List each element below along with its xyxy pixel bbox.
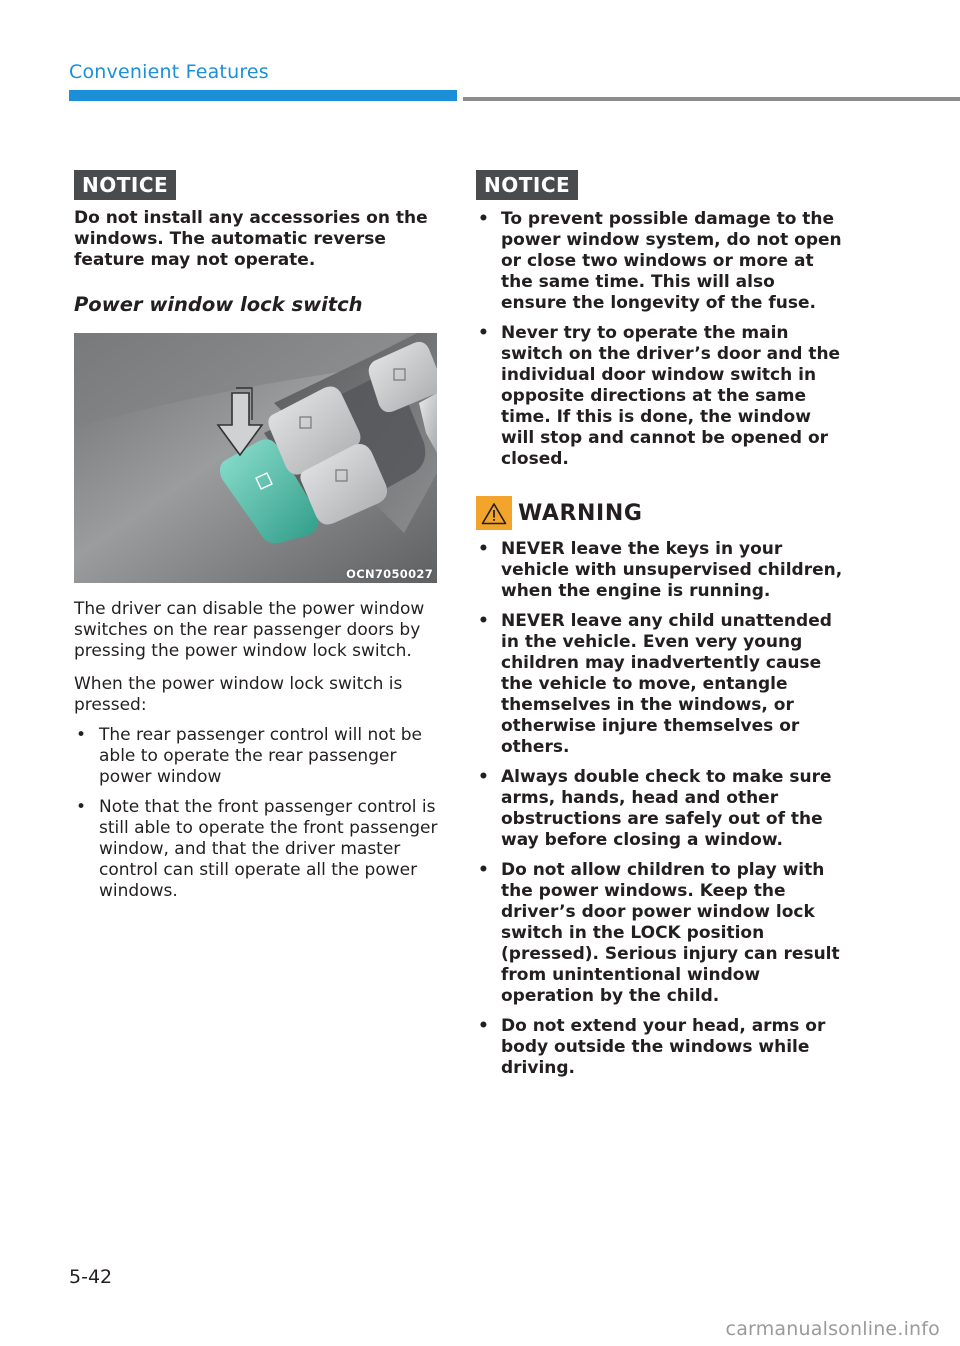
warning-header (476, 496, 846, 530)
list-item: • Never try to operate the main switch on the driver’s door and the individual door window switch in opposite directions at the same time. If this is done, the window will stop and cannot be opened or closed. (476, 323, 846, 470)
subheading: Power window lock switch (74, 293, 363, 316)
list-item: • NEVER leave any child unattended in the vehicle. Even very young children may inadvertently cause the vehicle to move, entangle themselves in the windows, or otherwise injure themselves or others. (476, 611, 846, 758)
list-item: • Do not allow children to play with the power windows. Keep the driver’s door power window lock switch in the LOCK position (pressed). Serious injury can result from unintentional window operation by the child. (476, 860, 846, 1007)
notice-text: Do not install any accessories on the windows. The automatic reverse feature may not operate. (74, 208, 428, 270)
notice-badge: NOTICE (74, 170, 176, 200)
page-number: 5-42 (69, 1266, 113, 1288)
list-item: • The rear passenger control will not be able to operate the rear passenger power window (74, 725, 440, 788)
list-item: • To prevent possible damage to the power window system, do not open or close two windows or more at the same time. This will also ensure the longevity of the fuse. (476, 209, 846, 314)
watermark: carmanualsonline.info (725, 1318, 940, 1340)
list-item: • NEVER leave the keys in your vehicle with unsupervised children, when the engine is running. (476, 539, 846, 602)
notice-bullets (476, 209, 846, 470)
door-panel-illustration (74, 333, 437, 583)
warning-triangle-icon (476, 496, 512, 530)
warning-bullets (476, 539, 846, 1079)
left-column (74, 170, 440, 902)
header-rule-gray (463, 97, 960, 101)
lock-bullets (74, 725, 440, 902)
list-item: • Always double check to make sure arms, hands, head and other obstructions are safely out of the way before closing a window. (476, 767, 846, 851)
section-title: Convenient Features (69, 61, 269, 83)
list-item: • Do not extend your head, arms or body outside the windows while driving. (476, 1016, 846, 1079)
list-item: • Note that the front passenger control is still able to operate the front passenger window, and that the driver master control can still operate all the power windows. (74, 797, 440, 902)
figure-code: OCN7050027 (346, 567, 433, 581)
warning-title: WARNING (518, 500, 643, 526)
paragraph-1: The driver can disable the power window switches on the rear passenger doors by pressing the power window lock switch. (74, 599, 425, 661)
notice-badge: NOTICE (476, 170, 578, 200)
lock-switch-figure (74, 333, 437, 583)
right-column (476, 170, 846, 1079)
paragraph-2: When the power window lock switch is pressed: (74, 674, 403, 715)
header-rule-blue (69, 90, 457, 101)
